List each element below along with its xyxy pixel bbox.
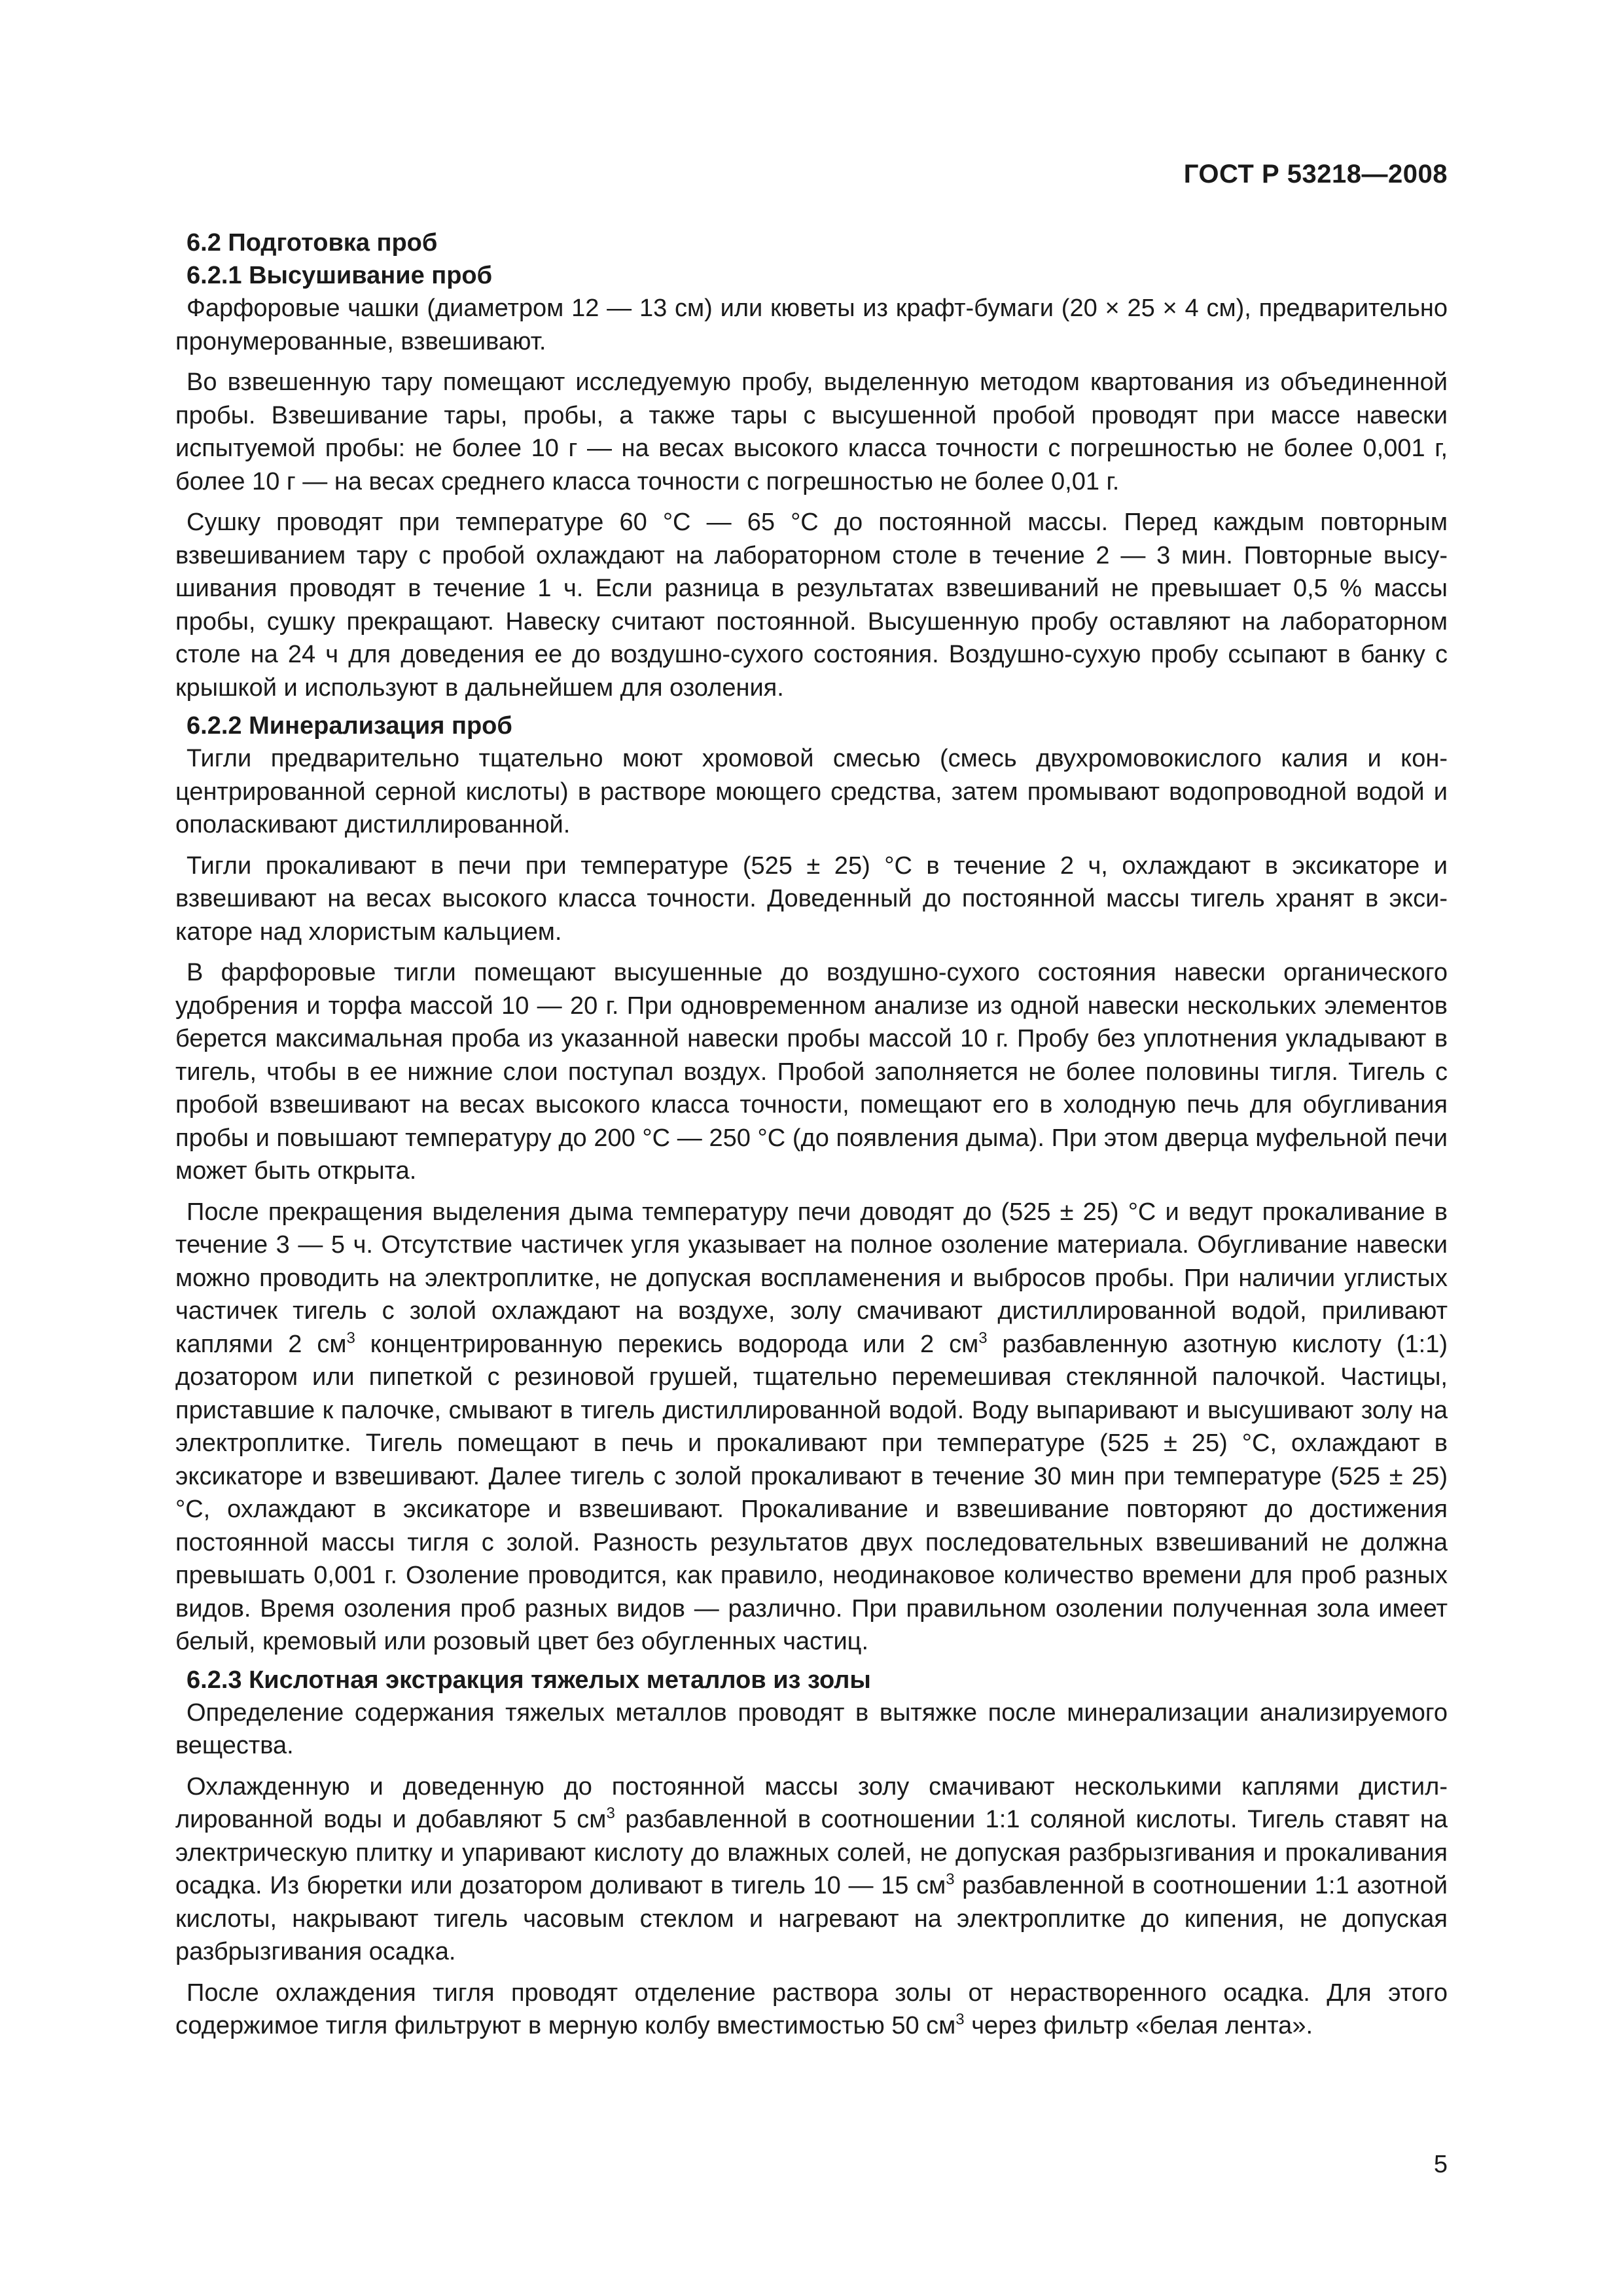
document-code: ГОСТ Р 53218—2008: [1183, 160, 1448, 188]
superscript: 3: [978, 1329, 988, 1347]
paragraph: Во взвешенную тару помещают исследуемую пробу, выделенную методом квартования из объединенной пробы. Взвешивание тары, пробы, а также тары с высушенной пробой проводят при массе навески испытуемой пробы: не более 10 г — на весах высокого класса точности с погрешностью не более 0,001 г, более 10 г — на весах среднего класса точности с погрешностью не более 0,01 г.: [175, 368, 1448, 495]
text-run: через фильтр «белая лента».: [964, 2012, 1313, 2039]
section-heading-6-2: 6.2 Подготовка проб: [187, 229, 438, 257]
paragraph: Тигли предварительно тщательно моют хромовой смесью (смесь двухромовокислого калия и концентрированной серной кислоты) в растворе моющего средства, затем промывают водопроводной водой и ополаскивают дистиллированной.: [175, 745, 1448, 838]
superscript: 3: [606, 1804, 615, 1822]
superscript: 3: [346, 1329, 355, 1347]
paragraph: В фарфоровые тигли помещают высушенные до воздушно-сухого состояния навески органического удобрения и торфа массой 10 — 20 г. При одновременном анализе из одной навески нескольких элементов берется максимальная проба из указанной навески пробы массой 10 г. Пробу без уплотнения укладывают в тигель, чтобы в ее нижние слои поступал воздух. Пробой заполняется не более половины тигля. Тигель с пробой взвешивают на весах высокого класса точности, помещают его в холодную печь для обугливания пробы и повышают температуру до 200 °С — 250 °С (до появления дыма). При этом дверца муфельной печи может быть открыта.: [175, 959, 1448, 1185]
paragraph: [175, 1770, 1448, 1969]
superscript: 3: [955, 2011, 965, 2028]
paragraph: Тигли прокаливают в печи при температуре (525 ± 25) °С в течение 2 ч, охлаждают в эксикаторе и взвешивают на весах высокого класса точности. Доведенный до постоянной массы тигель хранят в эксикаторе над хлористым кальцием.: [175, 852, 1448, 946]
text-run: разбавленной в соотношении 1:1 азотной кислоты, накрывают тигель часовым стеклом и нагревают на электроплитке до кипения, не допуская разбрызгивания осадка.: [175, 1872, 1448, 1965]
paragraph: [175, 1977, 1448, 2043]
text-run: Охлажденную и доведенную до постоянной массы золу смачивают несколькими каплями дистиллированной воды и добавляют 5 см: [175, 1772, 1448, 1833]
text-run: разбавленную азотную кислоту (1:1) дозатором или пипеткой с резиновой грушей, тщательно перемешивая стеклянной палочкой. Частицы, приставшие к палочке, смывают в тигель дистиллированной водой. Воду выпаривают и высушивают золу на электроплитке. Тигель помещают в печь и прокаливают при температуре (525 ± 25) °С, охлаждают в эксикаторе и взвешивают. Далее тигель с золой прокаливают в течение 30 мин при температуре (525 ± 25) °С, охлаждают в эксикаторе и взвешивают. Прокаливание и взвешивание повторяют до достижения постоянной массы тигля с золой. Разность результатов двух последовательных взвешиваний не должна превышать 0,001 г. Озоление проводится, как правило, неодинаковое количество времени для проб разных видов. Время озоления проб разных видов — различно. При правильном озолении полученная зола имеет белый, кремовый или розовый цвет без обугленных частиц.: [175, 1330, 1448, 1655]
text-run: После прекращения выделения дыма температуру печи доводят до (525 ± 25) °С и ведут прокаливание в течение 3 — 5 ч. Отсутствие частичек угля указывает на полное озоление материала. Обугливание навески можно проводить на электроплитке, не допуская воспламенения и выбросов пробы. При наличии углистых частичек тигель с золой охлаждают на воздухе, золу смачивают дистиллированной водой, приливают каплями 2 см: [175, 1198, 1448, 1358]
paragraph: Сушку проводят при температуре 60 °С — 65 °С до постоянной массы. Перед каждым повторным взвешиванием тару с пробой охлаждают на лабораторном столе в течение 2 — 3 мин. Повторные высушивания проводят в течение 1 ч. Если разница в результатах взвешиваний не превышает 0,5 % массы пробы, сушку прекращают. Навеску считают постоянной. Высушенную пробу оставляют на лабораторном столе на 24 ч для доведения ее до воздушно-сухого состояния. Воздушно-сухую пробу ссыпают в банку с крышкой и используют в дальнейшем для озоления.: [175, 509, 1448, 702]
section-heading-6-2-1: 6.2.1 Высушивание проб: [187, 262, 493, 289]
superscript: 3: [946, 1871, 955, 1888]
text-run: После охлаждения тигля проводят отделение раствора золы от нерастворенного осадка. Для этого содержимое тигля фильтруют в мерную колбу вместимостью 50 см: [175, 1979, 1448, 2039]
text-run: разбавленной в соотношении 1:1 соляной кислоты. Тигель ставят на электрическую плитку и упаривают кислоту до влажных солей, не допуская разбрызгивания и прокаливания осадка. Из бюретки или дозатором доливают в тигель 10 — 15 см: [175, 1806, 1448, 1899]
section-heading-6-2-3: 6.2.3 Кислотная экстракция тяжелых металлов из золы: [187, 1666, 871, 1694]
paragraph: Определение содержания тяжелых металлов проводят в вытяжке после минерализации анализируемого вещества.: [175, 1698, 1448, 1759]
paragraph: Фарфоровые чашки (диаметром 12 — 13 см) или кюветы из крафт-бумаги (20 × 25 × 4 см), предварительно пронумерованные, взвешивают.: [175, 295, 1448, 355]
text-run: концентрированную перекись водорода или 2 см: [355, 1330, 979, 1358]
paragraph: [175, 1196, 1448, 1659]
section-heading-6-2-2: 6.2.2 Минерализация проб: [187, 712, 512, 740]
document-body: [175, 226, 1448, 2051]
page-number: 5: [1433, 2151, 1448, 2178]
